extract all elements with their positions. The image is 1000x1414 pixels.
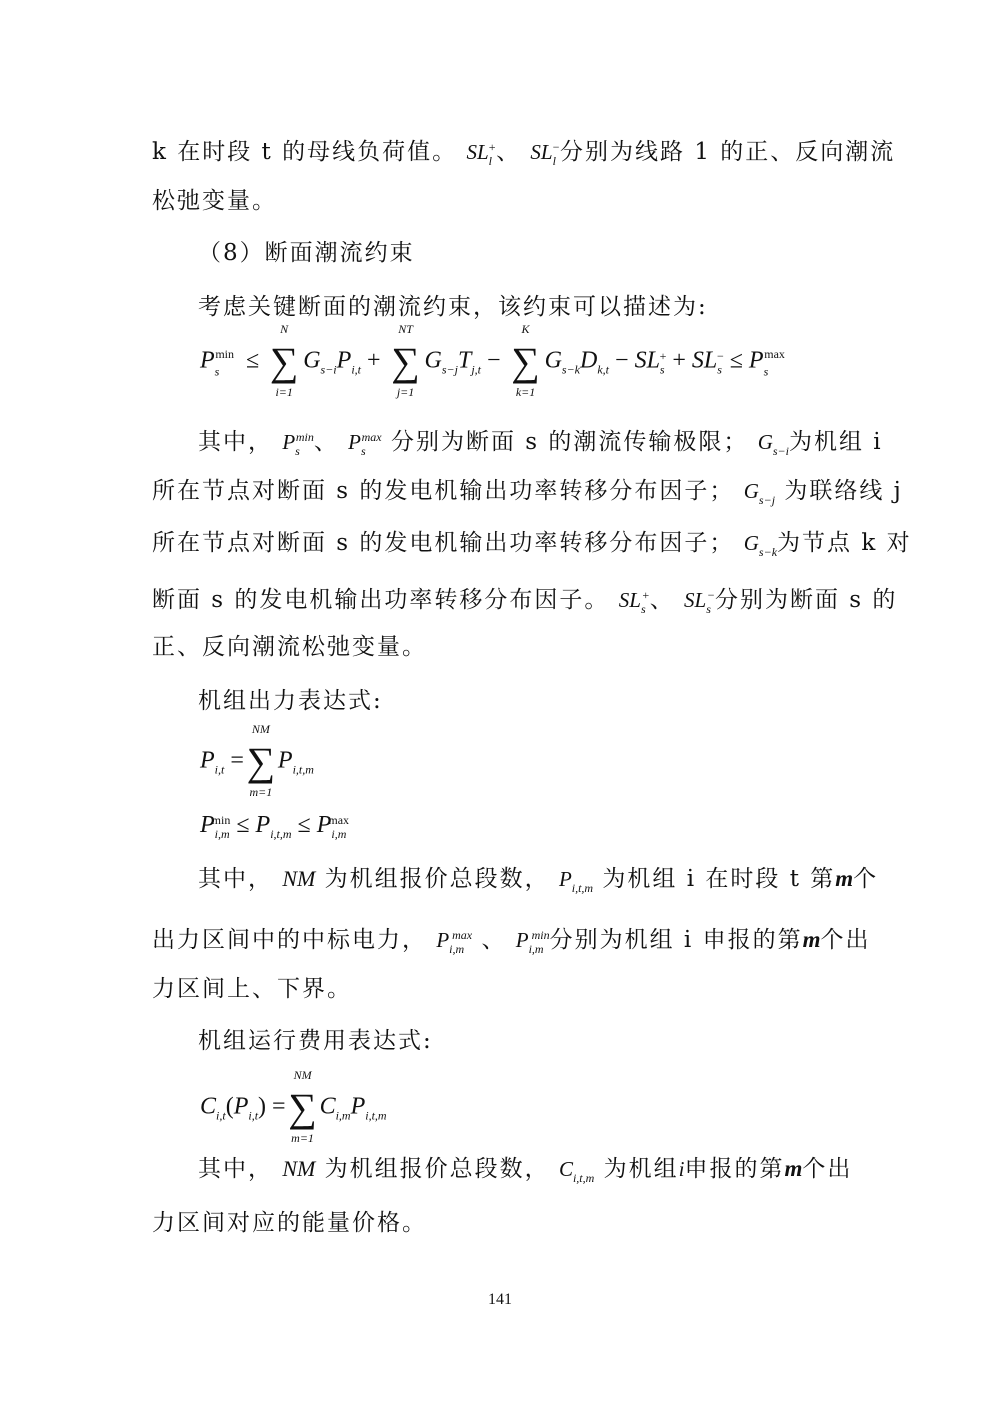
para3-text-d: 个	[853, 866, 879, 892]
para4-text-d: 申报的第	[684, 1156, 785, 1182]
para3-text-c: 为机组 i 在时段 t 第	[602, 866, 836, 892]
p-im-max-symbol: $P_{i,m}^{max}$	[436, 928, 473, 956]
sl-s-plus-symbol: $SL_s^+$	[618, 588, 650, 616]
para3-text-b: 为机组报价总段数，	[324, 866, 550, 892]
nm-symbol: NM	[282, 866, 316, 891]
i-symbol: i	[678, 1157, 685, 1181]
para4-line1	[198, 1154, 853, 1193]
unit-output-equation: $P_{i,t}$ = NM ∑ m=1 $P_{i,t,m}$	[200, 722, 314, 799]
para2-line4	[152, 580, 898, 624]
para4-text-c: 为机组	[603, 1156, 679, 1182]
ps-max-symbol: $P_s^{max}$	[348, 430, 382, 458]
comma: 、	[649, 587, 675, 613]
m-symbol: m	[835, 866, 854, 891]
para4-text-e: 个出	[802, 1156, 853, 1182]
para2-line2	[152, 476, 903, 515]
para2-text-e: 为联络线 j	[784, 478, 903, 504]
intro-8: 考虑关键断面的潮流约束，该约束可以描述为:	[198, 294, 708, 320]
para4-line2: 力区间对应的能量价格。	[152, 1210, 427, 1236]
para2-text-g: 为节点 k 对	[777, 530, 912, 556]
p-im-min-symbol: $P_{i,m}^{min}$	[515, 928, 550, 956]
g-s-k-symbol: $G_{s-k}$	[743, 531, 778, 559]
m-symbol: m	[784, 1156, 803, 1181]
g-s-j-symbol: $G_{s-j}$	[743, 479, 776, 507]
para2-line3	[152, 528, 912, 567]
para2-text-i: 分别为断面 s 的	[715, 587, 898, 613]
sl-minus-symbol: $SL_l^-$	[530, 140, 561, 168]
nm-symbol: NM	[282, 1156, 316, 1181]
para3-line2	[152, 920, 871, 964]
para3-text-a: 其中，	[198, 866, 273, 892]
ps-min-symbol: $P_s^{min}$	[282, 430, 314, 458]
g-s-i-symbol: $G_{s-i}$	[757, 430, 789, 458]
para1-text-a: k 在时段 t 的母线负荷值。	[152, 139, 458, 165]
para3-text-f: 分别为机组 i 申报的第	[549, 927, 803, 953]
para3-text-e: 出力区间中的中标电力，	[152, 927, 427, 953]
para2-text-a: 其中，	[198, 429, 273, 455]
para2-text-f: 所在节点对断面 s 的发电机输出功率转移分布因子；	[152, 530, 735, 556]
comma: 、	[481, 927, 507, 953]
para4-text-a: 其中，	[198, 1156, 273, 1182]
para2-line5: 正、反向潮流松弛变量。	[152, 634, 427, 660]
unit-output-bounds-equation: $P_{i,m}^{min} \le P_{i,t,m} \le P_{i,m}^{max}$	[200, 812, 350, 841]
para2-text-b: 分别为断面 s 的潮流传输极限；	[390, 429, 749, 455]
unit-output-title: 机组出力表达式:	[198, 688, 383, 714]
para2-text-c: 为机组 i	[788, 429, 883, 455]
para2-text-h: 断面 s 的发电机输出功率转移分布因子。	[152, 587, 610, 613]
unit-cost-equation: $C_{i,t}(P_{i,t})$ = NM ∑ m=1 $C_{i,m}P_{i,t,m}$	[200, 1068, 387, 1145]
para1-line2: 松弛变量。	[152, 188, 277, 214]
sl-s-minus-symbol: $SL_s^-$	[684, 588, 715, 616]
para2-line1	[198, 422, 883, 466]
section-flow-constraint-equation: $P_s^{min}$ ≤ N ∑ i=1 $G_{s-i}P_{i,t}$ + NT ∑ j=1 $G_{s-j}T_{j,t}$ − K ∑ k=1 $G_{s-k}D_{k,t} - SL_s^+ + SL_s^- \le P_s^{max}$	[200, 322, 785, 399]
para2-text-d: 所在节点对断面 s 的发电机输出功率转移分布因子；	[152, 478, 735, 504]
sl-plus-symbol: $SL_l^+$	[466, 140, 497, 168]
para3-line3: 力区间上、下界。	[152, 976, 352, 1002]
unit-cost-title: 机组运行费用表达式:	[198, 1028, 433, 1054]
comma: 、	[496, 139, 522, 165]
p-itm-symbol: $P_{i,t,m}$	[558, 867, 594, 895]
comma: 、	[313, 429, 339, 455]
c-itm-symbol: $C_{i,t,m}$	[558, 1157, 595, 1185]
para4-text-b: 为机组报价总段数，	[324, 1156, 550, 1182]
para3-text-g: 个出	[820, 927, 871, 953]
para1-text-b: 分别为线路 1 的正、反向潮流	[560, 139, 896, 165]
para1-line1	[152, 132, 896, 176]
heading-8: （8）断面潮流约束	[198, 240, 415, 266]
m-symbol: m	[802, 927, 821, 952]
page-number: 141	[488, 1291, 512, 1308]
para3-line1	[198, 864, 879, 903]
